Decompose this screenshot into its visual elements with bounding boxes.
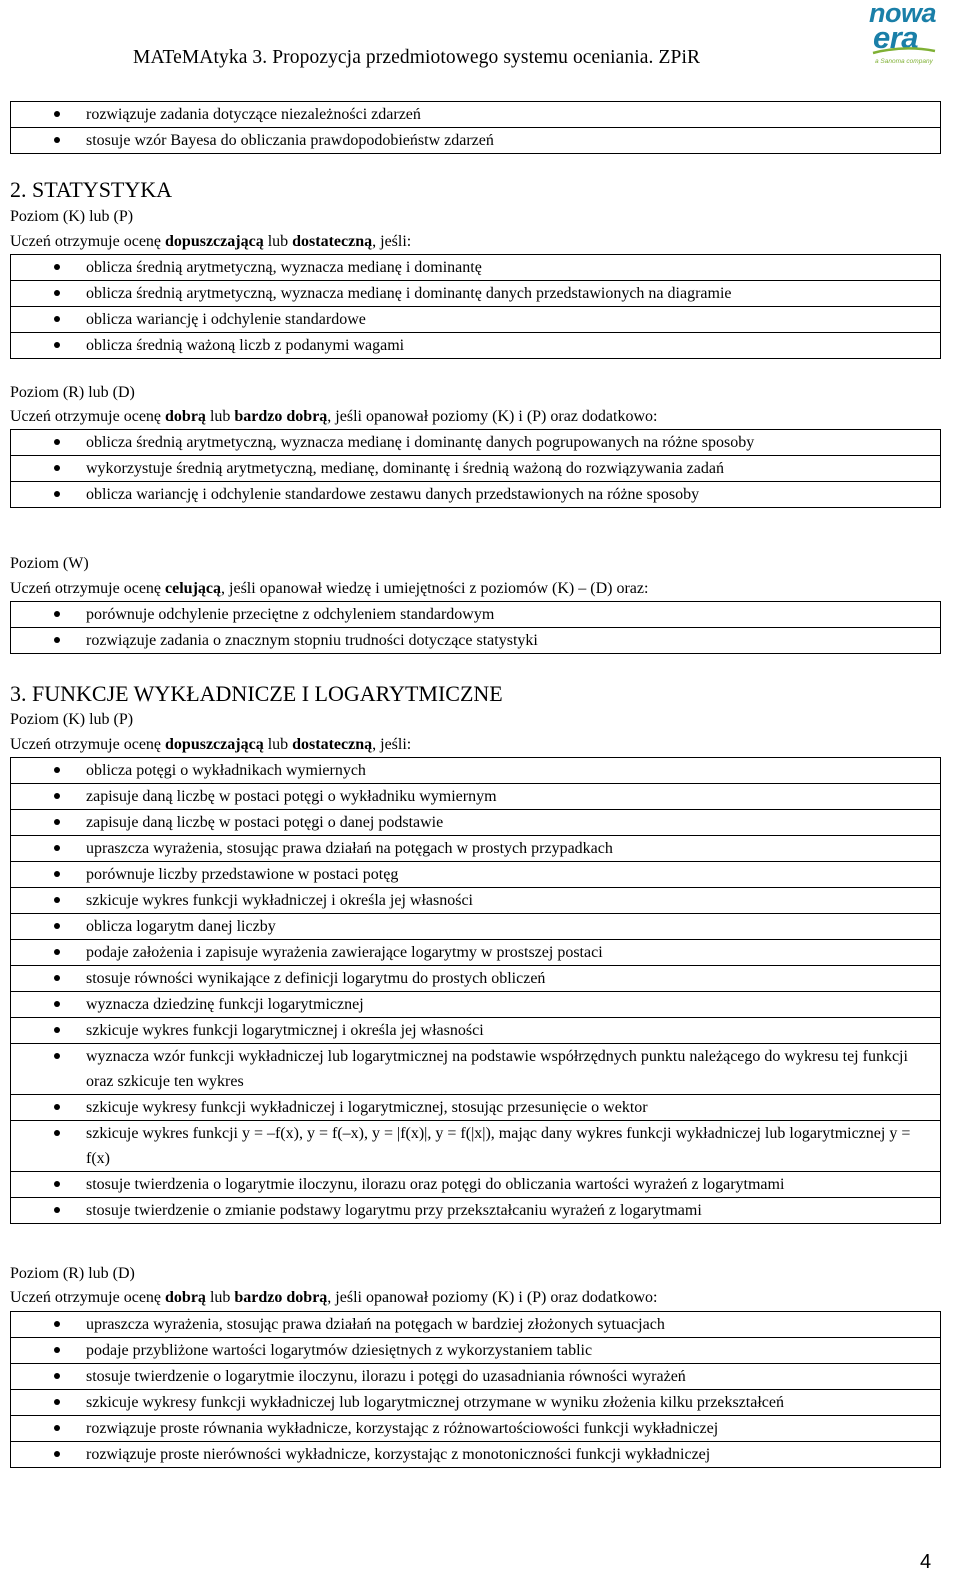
list-item: oblicza logarytm danej liczby [11, 914, 940, 940]
bullet-list [11, 758, 940, 1223]
bullet-icon [54, 290, 60, 296]
list-box-stat-kp [10, 254, 941, 359]
bullet-icon [54, 465, 60, 471]
list-item: szkicuje wykresy funkcji wykładniczej lub logarytmicznej otrzymane w wyniku złożenia kilku przekształceń [11, 1390, 940, 1416]
level-intro-rd: Uczeń otrzymuje ocenę dobrą lub bardzo dobrą, jeśli opanował poziomy (K) i (P) oraz dodatkowo: [10, 408, 658, 425]
list-item: oblicza wariancję i odchylenie standardowe zestawu danych przedstawionych na różne sposoby [11, 482, 940, 507]
bullet-icon [54, 1347, 60, 1353]
bullet-icon [54, 845, 60, 851]
bullet-icon [54, 767, 60, 773]
list-item: upraszcza wyrażenia, stosując prawa działań na potęgach w prostych przypadkach [11, 836, 940, 862]
list-item: szkicuje wykres funkcji logarytmicznej i określa jej własności [11, 1018, 940, 1044]
list-item: rozwiązuje zadania dotyczące niezależności zdarzeń [11, 102, 940, 128]
list-item: zapisuje daną liczbę w postaci potęgi o wykładniku wymiernym [11, 784, 940, 810]
section-title-funkcje: 3. FUNKCJE WYKŁADNICZE I LOGARYTMICZNE [10, 681, 503, 706]
page-number: 4 [920, 1551, 932, 1573]
document-header-title: MATeMAtyka 3. Propozycja przedmiotowego systemu oceniania. ZPiR [133, 47, 701, 68]
bullet-icon [54, 342, 60, 348]
bullet-icon [54, 1104, 60, 1110]
bullet-list [11, 430, 940, 507]
list-item: oblicza średnią arytmetyczną, wyznacza medianę i dominantę danych przedstawionych na diagramie [11, 281, 940, 307]
level-intro-kp: Uczeń otrzymuje ocenę dopuszczającą lub dostateczną, jeśli: [10, 233, 412, 250]
logo-tagline: a Sanoma company [875, 58, 933, 65]
bullet-icon [54, 1027, 60, 1033]
bullet-icon [54, 1399, 60, 1405]
bullet-icon [54, 1425, 60, 1431]
list-item: stosuje twierdzenie o zmianie podstawy logarytmu przy przekształcaniu wyrażeń z logarytmami [11, 1198, 940, 1223]
bullet-icon [54, 897, 60, 903]
logo-swoosh-icon [871, 47, 937, 55]
bullet-list [11, 602, 940, 653]
bullet-icon [54, 1207, 60, 1213]
list-item: szkicuje wykresy funkcji wykładniczej i logarytmicznej, stosując przesunięcie o wektor [11, 1095, 940, 1121]
list-item: stosuje równości wynikające z definicji logarytmu do prostych obliczeń [11, 966, 940, 992]
list-item: zapisuje daną liczbę w postaci potęgi o danej podstawie [11, 810, 940, 836]
logo-text-nowa: nowa [869, 0, 937, 28]
list-box-func-rd [10, 1311, 941, 1468]
list-box-func-kp [10, 757, 941, 1224]
list-box-stat-w [10, 601, 941, 654]
list-item: wykorzystuje średnią arytmetyczną, medianę, dominantę i średnią ważoną do rozwiązywania zadań [11, 456, 940, 482]
list-item: oblicza średnią arytmetyczną, wyznacza medianę i dominantę danych pogrupowanych na różne sposoby [11, 430, 940, 456]
bullet-icon [54, 923, 60, 929]
bullet-icon [54, 1321, 60, 1327]
level-intro-rd: Uczeń otrzymuje ocenę dobrą lub bardzo dobrą, jeśli opanował poziomy (K) i (P) oraz dodatkowo: [10, 1289, 658, 1306]
bullet-icon [54, 949, 60, 955]
bullet-icon [54, 316, 60, 322]
list-item: rozwiązuje proste nierówności wykładnicze, korzystając z monotoniczności funkcji wykładniczej [11, 1442, 940, 1467]
list-item: oblicza średnią ważoną liczb z podanymi wagami [11, 333, 940, 358]
bullet-icon [54, 871, 60, 877]
bullet-icon [54, 491, 60, 497]
bullet-icon [54, 819, 60, 825]
bullet-icon [54, 1451, 60, 1457]
list-item: oblicza potęgi o wykładnikach wymiernych [11, 758, 940, 784]
bullet-icon [54, 975, 60, 981]
bullet-icon [54, 793, 60, 799]
list-item: rozwiązuje proste równania wykładnicze, korzystając z różnowartościowości funkcji wykładniczej [11, 1416, 940, 1442]
bullet-icon [54, 439, 60, 445]
bullet-icon [54, 111, 60, 117]
list-item: porównuje odchylenie przeciętne z odchyleniem standardowym [11, 602, 940, 628]
list-item: rozwiązuje zadania o znacznym stopniu trudności dotyczące statystyki [11, 628, 940, 653]
bullet-icon [54, 1053, 60, 1059]
publisher-logo [867, 2, 943, 68]
bullet-icon [54, 137, 60, 143]
list-item: podaje przybliżone wartości logarytmów dziesiętnych z wykorzystaniem tablic [11, 1338, 940, 1364]
section-title-statystyka: 2. STATYSTYKA [10, 177, 173, 202]
logo-text-era: era [873, 20, 919, 55]
level-intro-kp: Uczeń otrzymuje ocenę dopuszczającą lub dostateczną, jeśli: [10, 736, 412, 753]
list-item: stosuje twierdzenia o logarytmie iloczynu, ilorazu oraz potęgi do obliczania wartości wyrażeń z logarytmami [11, 1172, 940, 1198]
list-item: szkicuje wykres funkcji y = –f(x), y = f(–x), y = |f(x)|, y = f(|x|), mając dany wykres funkcji wykładniczej lub logarytmicznej y = f(x) [11, 1121, 940, 1172]
list-item: stosuje wzór Bayesa do obliczania prawdopodobieństw zdarzeń [11, 128, 940, 153]
bullet-icon [54, 1130, 60, 1136]
bullet-list [11, 255, 940, 358]
list-item: oblicza średnią arytmetyczną, wyznacza medianę i dominantę [11, 255, 940, 281]
bullet-icon [54, 264, 60, 270]
bullet-list [11, 1312, 940, 1467]
level-heading-kp: Poziom (K) lub (P) [10, 208, 134, 225]
bullet-icon [54, 637, 60, 643]
level-heading-rd: Poziom (R) lub (D) [10, 1265, 135, 1282]
list-box-stat-rd [10, 429, 941, 508]
bullet-icon [54, 1001, 60, 1007]
bullet-icon [54, 611, 60, 617]
list-item: wyznacza dziedzinę funkcji logarytmicznej [11, 992, 940, 1018]
list-item: podaje założenia i zapisuje wyrażenia zawierające logarytmy w prostszej postaci [11, 940, 940, 966]
level-heading-w: Poziom (W) [10, 555, 89, 572]
list-item: upraszcza wyrażenia, stosując prawa działań na potęgach w bardziej złożonych sytuacjach [11, 1312, 940, 1338]
list-item: oblicza wariancję i odchylenie standardowe [11, 307, 940, 333]
list-item: wyznacza wzór funkcji wykładniczej lub logarytmicznej na podstawie współrzędnych punktu należącego do wykresu tej funkcji oraz szkicuje ten wykres [11, 1044, 940, 1095]
bullet-list [11, 102, 940, 153]
level-heading-kp: Poziom (K) lub (P) [10, 711, 134, 728]
level-heading-rd: Poziom (R) lub (D) [10, 384, 135, 401]
list-item: stosuje twierdzenie o logarytmie iloczynu, ilorazu i potęgi do uzasadniania równości wyrażeń [11, 1364, 940, 1390]
list-box-prev [10, 101, 941, 154]
level-intro-w: Uczeń otrzymuje ocenę celującą, jeśli opanował wiedzę i umiejętności z poziomów (K) – (D) oraz: [10, 580, 649, 597]
bullet-icon [54, 1373, 60, 1379]
list-item: szkicuje wykres funkcji wykładniczej i określa jej własności [11, 888, 940, 914]
list-item: porównuje liczby przedstawione w postaci potęg [11, 862, 940, 888]
bullet-icon [54, 1181, 60, 1187]
